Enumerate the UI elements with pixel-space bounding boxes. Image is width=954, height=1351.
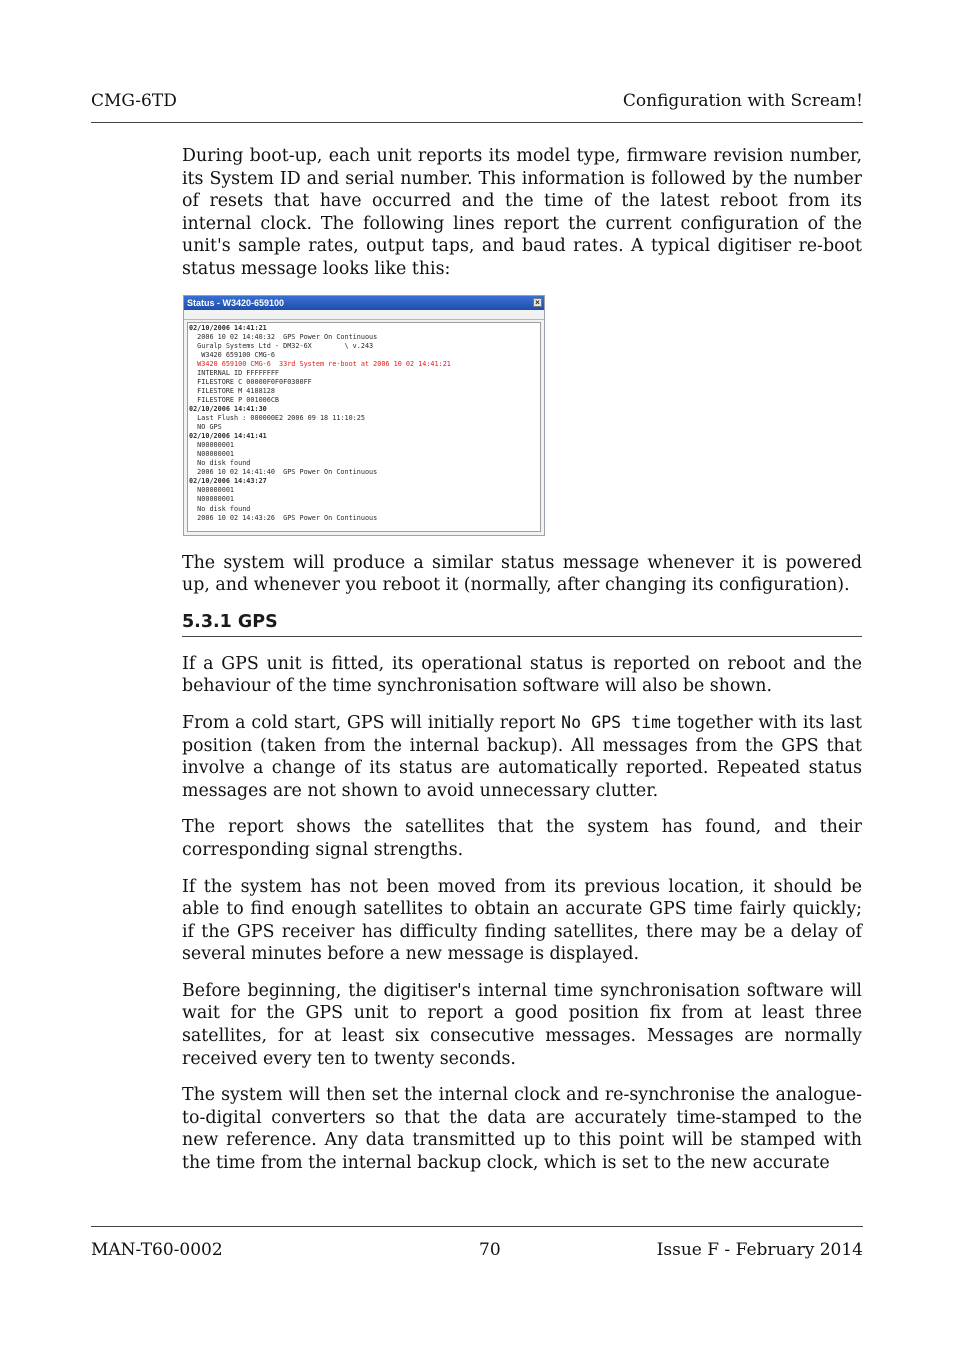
no-gps-time-code: No GPS time xyxy=(561,712,672,732)
status-window-screenshot xyxy=(183,295,545,536)
running-header xyxy=(91,90,863,123)
log-line: 2006 10 02 14:41:40 GPS Power On Continuous xyxy=(189,468,378,477)
gps-paragraph-2-start: From a cold start, GPS will initially report xyxy=(182,712,562,733)
gps-paragraph-6: The system will then set the internal clock and re-synchronise the analogue-to-digital converters so that the data are accurately time-stamped to the new reference. Any data transmitted up to this point will be stamped with the time from the internal backup clock, which is set to the new accurate xyxy=(182,1085,862,1174)
log-line: FILESTORE C 00000F0F0F0300FF xyxy=(189,377,312,386)
log-line: 02/10/2006 14:41:21 xyxy=(189,323,267,332)
log-line: INTERNAL ID FFFFFFFF xyxy=(189,368,280,377)
running-footer xyxy=(91,1226,863,1266)
header-chapter-title: Configuration with Scream! xyxy=(622,91,863,111)
log-line: 02/10/2006 14:43:27 xyxy=(189,477,267,486)
gps-paragraph-4: If the system has not been moved from its previous location, it should be able to find enough satellites to obtain an accurate GPS time fairly quickly; if the GPS receiver has difficulty finding satellites, there may be a delay of several minutes before a new message is displayed. xyxy=(182,876,862,965)
header-product-name: CMG-6TD xyxy=(91,91,177,111)
footer-issue-date: Issue F - February 2014 xyxy=(656,1240,863,1260)
log-line: N00000001 xyxy=(189,450,235,459)
status-window-titlebar xyxy=(184,296,544,310)
gps-paragraph-5: Before beginning, the digitiser's internal time synchronisation software will wait for the GPS unit to report a good position fix from at least three satellites, for at least six consecutive messages. Messages are normally received every ten to twenty seconds. xyxy=(182,980,862,1069)
status-log xyxy=(187,322,541,532)
log-line: 2006 10 02 14:40:32 GPS Power On Continuous xyxy=(189,332,378,341)
log-line: No disk found xyxy=(189,504,251,513)
log-line: 02/10/2006 14:41:30 xyxy=(189,404,267,413)
page-content xyxy=(182,145,862,1189)
log-line: NO GPS xyxy=(189,423,222,432)
log-line: No disk found xyxy=(189,459,251,468)
intro-paragraph: During boot-up, each unit reports its model type, firmware revision number, its System ID and serial number. This information is followed by the number of resets that have occurred and the time of the latest reboot from its internal clock. The following lines report the current configuration of the unit's sample rates, output taps, and baud rates. A typical digitiser re-boot status message looks like this: xyxy=(182,146,862,279)
gps-paragraph-2-end: together with its last position (taken from the internal backup). All messages from the GPS that involve a change of its status are automatically reported. Repeated status messages are not shown to avoid unnecessary clutter. xyxy=(182,712,862,801)
log-line: W3420 659100 CMG-6 xyxy=(189,350,275,359)
log-line: Guralp Systems Ltd - DM32-6X \ v.243 xyxy=(189,341,374,350)
status-window-title: Status - W3420-659100 xyxy=(187,297,285,308)
close-icon: × xyxy=(533,298,542,307)
log-line: 02/10/2006 14:41:41 xyxy=(189,432,267,441)
footer-document-code: MAN-T60-0002 xyxy=(91,1240,223,1260)
log-line: N00000001 xyxy=(189,441,235,450)
log-line: FILESTORE P 001006CB xyxy=(189,395,280,404)
footer-page-number: 70 xyxy=(479,1240,501,1260)
log-line: FILESTORE M 4188128 xyxy=(189,386,275,395)
gps-paragraph-1: If a GPS unit is fitted, its operational status is reported on reboot and the behaviour of the time synchronisation software will also be shown. xyxy=(182,653,862,697)
gps-paragraph-2 xyxy=(182,712,862,802)
log-line: 2006 10 02 14:43:26 GPS Power On Continuous xyxy=(189,513,378,522)
section-heading-gps: 5.3.1 GPS xyxy=(182,611,862,637)
log-line: N00000001 xyxy=(189,486,235,495)
reboot-paragraph: The system will produce a similar status message whenever it is powered up, and whenever you reboot it (normally, after changing its configuration). xyxy=(182,552,862,596)
gps-paragraph-3: The report shows the satellites that the system has found, and their corresponding signal strengths. xyxy=(182,817,862,860)
log-line: W3420 659100 CMG-6 33rd System re-boot at 2006 10 02 14:41:21 xyxy=(189,359,451,368)
log-line: Last Flush : 000000E2 2006 09 18 11:10:25 xyxy=(189,414,365,423)
status-window-toolbar xyxy=(184,310,544,320)
log-line: N00000001 xyxy=(189,495,235,504)
